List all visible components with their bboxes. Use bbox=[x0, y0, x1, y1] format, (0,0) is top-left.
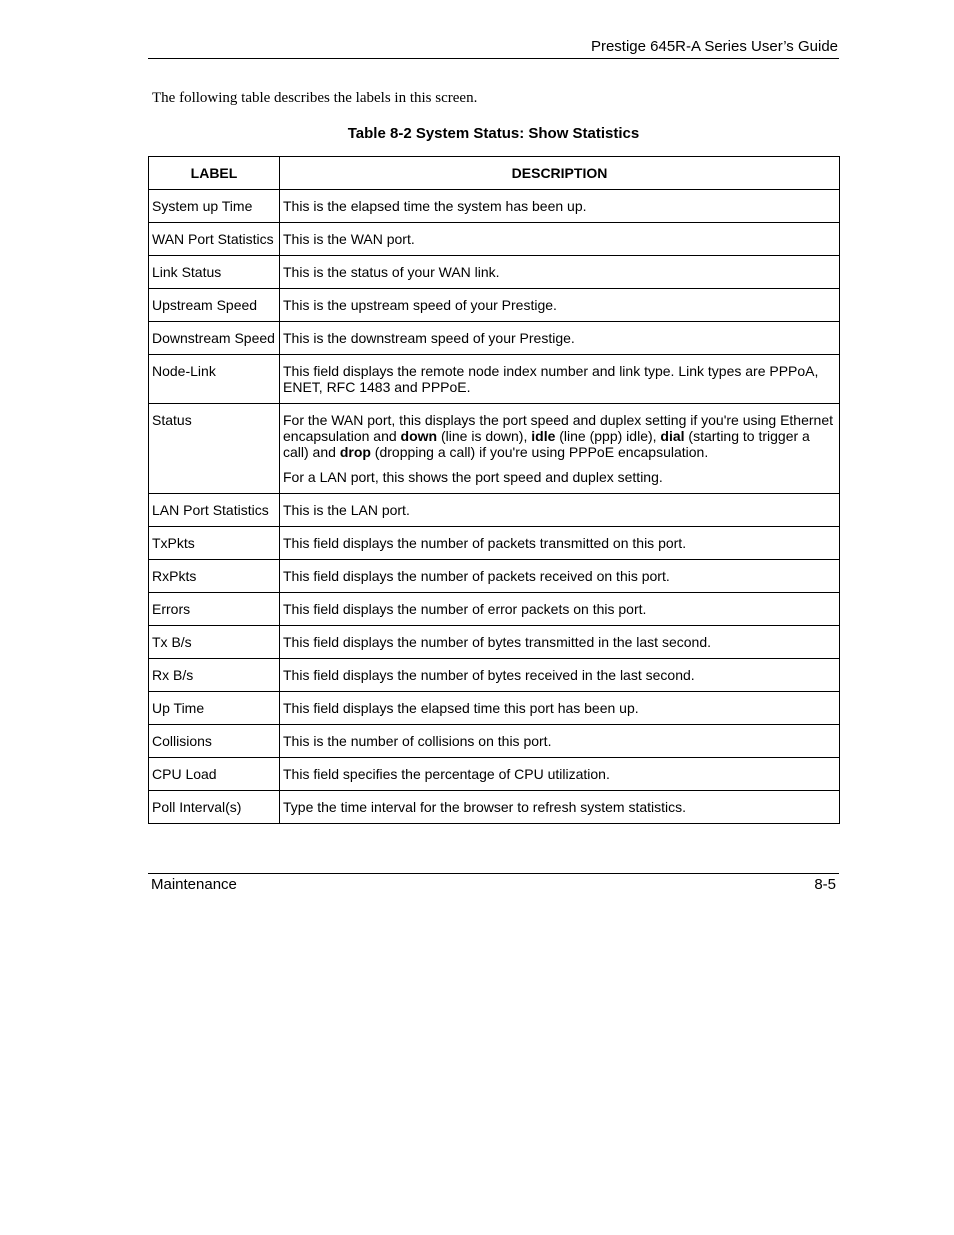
row-label: Status bbox=[149, 404, 280, 494]
row-description: This is the elapsed time the system has been up. bbox=[280, 190, 840, 223]
row-description: This is the upstream speed of your Prestige. bbox=[280, 289, 840, 322]
row-label: LAN Port Statistics bbox=[149, 494, 280, 527]
table-row bbox=[149, 593, 840, 626]
row-label: WAN Port Statistics bbox=[149, 223, 280, 256]
table-row bbox=[149, 289, 840, 322]
table-row bbox=[149, 256, 840, 289]
row-description: This is the WAN port. bbox=[280, 223, 840, 256]
table-caption: Table 8-2 System Status: Show Statistics bbox=[347, 125, 640, 142]
row-label: CPU Load bbox=[149, 758, 280, 791]
row-label: Node-Link bbox=[149, 355, 280, 404]
page-footer bbox=[148, 873, 839, 898]
table-row bbox=[149, 404, 840, 494]
keyword-down: down bbox=[400, 428, 438, 444]
table-row bbox=[149, 355, 840, 404]
status-description-lan: For a LAN port, this shows the port speed and duplex setting. bbox=[283, 469, 663, 485]
keyword-idle: idle bbox=[531, 428, 556, 444]
table-row bbox=[149, 494, 840, 527]
table-row bbox=[149, 791, 840, 824]
table-row bbox=[149, 527, 840, 560]
row-description: This field displays the number of packets received on this port. bbox=[280, 560, 840, 593]
row-label: RxPkts bbox=[149, 560, 280, 593]
row-description: This is the LAN port. bbox=[280, 494, 840, 527]
row-description: This field displays the number of error packets on this port. bbox=[280, 593, 840, 626]
row-description: This is the number of collisions on this port. bbox=[280, 725, 840, 758]
table-row bbox=[149, 692, 840, 725]
row-label: Collisions bbox=[149, 725, 280, 758]
document-title: Prestige 645R-A Series User’s Guide bbox=[590, 38, 838, 55]
page-header bbox=[148, 36, 839, 59]
row-description: This field displays the number of packets transmitted on this port. bbox=[280, 527, 840, 560]
label-description-table bbox=[148, 156, 840, 824]
row-label: Poll Interval(s) bbox=[149, 791, 280, 824]
text-segment: (dropping a call) if you're using PPPoE encapsulation. bbox=[370, 444, 709, 460]
row-label: TxPkts bbox=[149, 527, 280, 560]
row-description: This field displays the number of bytes received in the last second. bbox=[280, 659, 840, 692]
row-description: This field specifies the percentage of CPU utilization. bbox=[280, 758, 840, 791]
row-description: Type the time interval for the browser to refresh system statistics. bbox=[280, 791, 840, 824]
row-label: System up Time bbox=[149, 190, 280, 223]
row-label: Downstream Speed bbox=[149, 322, 280, 355]
row-label: Upstream Speed bbox=[149, 289, 280, 322]
table-row bbox=[149, 190, 840, 223]
table-row bbox=[149, 626, 840, 659]
row-label: Rx B/s bbox=[149, 659, 280, 692]
row-description: This field displays the remote node index number and link type. Link types are PPPoA, ENET, RFC 1483 and PPPoE. bbox=[280, 355, 840, 404]
row-label: Up Time bbox=[149, 692, 280, 725]
page-number: 8-5 bbox=[814, 876, 836, 893]
table-header-row bbox=[149, 157, 840, 190]
table-row bbox=[149, 560, 840, 593]
table-row bbox=[149, 725, 840, 758]
table-row bbox=[149, 758, 840, 791]
text-segment: (line is down), bbox=[437, 428, 532, 444]
table-row bbox=[149, 223, 840, 256]
row-label: Tx B/s bbox=[149, 626, 280, 659]
row-description: This field displays the elapsed time this port has been up. bbox=[280, 692, 840, 725]
column-header-label: LABEL bbox=[149, 157, 280, 190]
row-label: Errors bbox=[149, 593, 280, 626]
intro-paragraph: The following table describes the labels in this screen. bbox=[152, 90, 478, 106]
text-segment: (line (ppp) idle), bbox=[555, 428, 661, 444]
row-description: This is the downstream speed of your Prestige. bbox=[280, 322, 840, 355]
text-segment: (starting to trigger a call) and bbox=[283, 428, 810, 460]
row-label: Link Status bbox=[149, 256, 280, 289]
status-description-wan bbox=[283, 412, 836, 460]
table-row bbox=[149, 322, 840, 355]
column-header-description: DESCRIPTION bbox=[280, 157, 840, 190]
table-row bbox=[149, 659, 840, 692]
footer-section-name: Maintenance bbox=[151, 876, 237, 893]
row-description: This is the status of your WAN link. bbox=[280, 256, 840, 289]
text-segment: For the WAN port, this displays the port speed and duplex setting if you're using Ethernet encapsulation and bbox=[283, 412, 834, 444]
keyword-dial: dial bbox=[660, 428, 685, 444]
keyword-drop: drop bbox=[339, 444, 371, 460]
row-description bbox=[280, 404, 840, 494]
row-description: This field displays the number of bytes transmitted in the last second. bbox=[280, 626, 840, 659]
